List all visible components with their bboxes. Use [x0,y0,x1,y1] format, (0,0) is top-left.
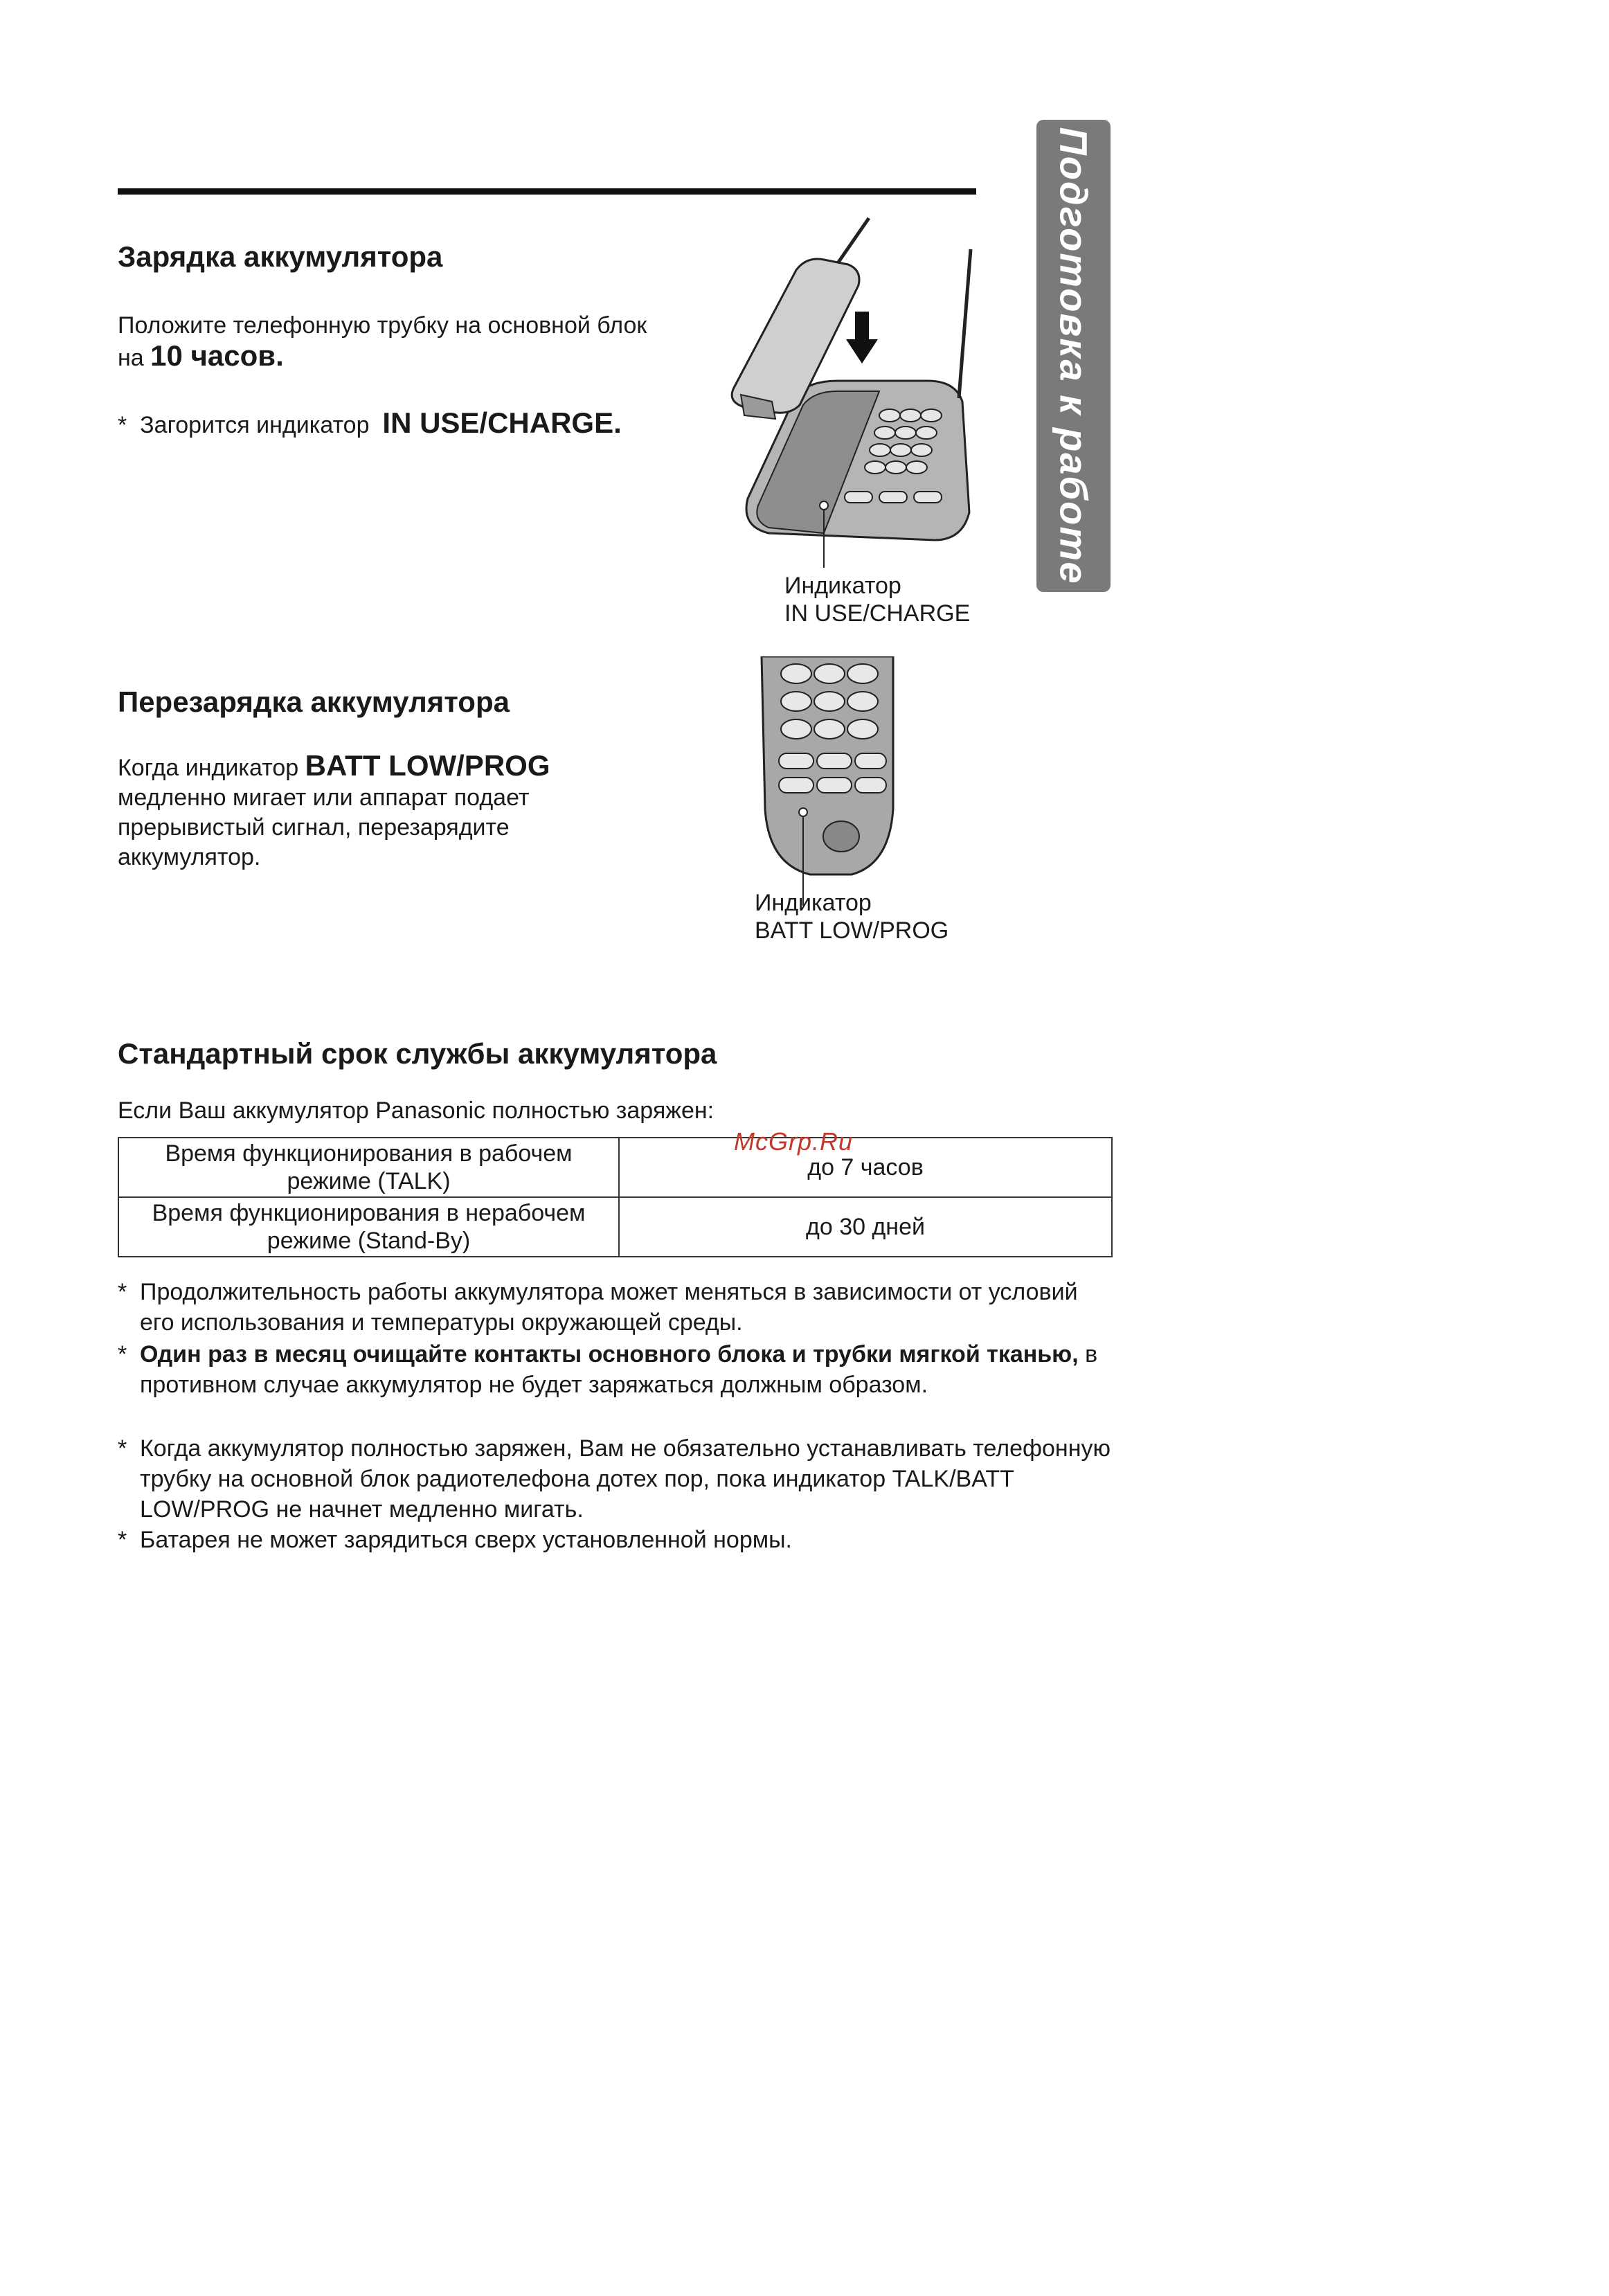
handset-illustration [748,656,914,906]
table-row [118,1138,1112,1197]
charging-hours: 10 часов. [150,339,284,372]
top-rule [118,188,976,195]
charging-note [118,408,622,440]
recharging-text [118,751,741,872]
note-star: * [118,1341,127,1367]
note-item [118,1433,1115,1525]
recharging-illustration-caption [755,889,949,944]
recharging-heading: Перезарядка аккумулятора [118,685,510,718]
recharging-line2: медленно мигает или аппарат подает [118,784,530,811]
table-cell-value: до 7 часов [619,1138,1112,1197]
standby-label-line1: Время функционирования в нерабочем [152,1200,586,1226]
table-cell-value: до 30 дней [619,1197,1112,1257]
charging-text [118,311,741,373]
charging-caption-line2: IN USE/CHARGE [784,600,971,627]
note-bold-text: Один раз в месяц очищайте контакты основного блока и трубки мягкой тканью, [140,1341,1079,1367]
note-text: Продолжительность работы аккумулятора может меняться в зависимости от условий его использования и температуры окружающей среды. [140,1279,1078,1336]
recharging-line1-prefix: Когда индикатор [118,755,299,781]
recharging-caption-line2: BATT LOW/PROG [755,917,949,944]
charging-line1: Положите телефонную трубку на основной блок [118,312,647,339]
side-tab-label: Подготовка к работе [1052,127,1095,585]
table-cell-label [118,1197,619,1257]
talk-label-line1: Время функционирования в рабочем [165,1140,573,1167]
charging-illustration-caption [784,572,970,627]
note-item [118,1525,1115,1555]
base-unit-illustration [720,208,1025,568]
recharging-line1 [118,751,741,783]
charging-heading: Зарядка аккумулятора [118,240,443,273]
lifetime-heading: Стандартный срок службы аккумулятора [118,1037,717,1070]
charging-line2 [118,341,741,373]
talk-label-line2: режиме (TALK) [287,1168,451,1194]
watermark: McGrp.Ru [734,1127,854,1156]
standby-label-line2: режиме (Stand-By) [267,1228,471,1254]
battery-life-table [118,1137,1113,1257]
note-star: * [118,1279,127,1305]
charging-note-star: * [118,412,127,438]
note-item [118,1339,1115,1400]
note-regular-text: в противном случае аккумулятор не будет заряжаться должным образом. [140,1341,1098,1398]
note-text: Батарея не может зарядиться сверх установленной нормы. [140,1527,792,1553]
lifetime-intro: Если Ваш аккумулятор Panasonic полностью заряжен: [118,1097,714,1124]
note-star: * [118,1527,127,1553]
note-item [118,1277,1115,1338]
note-star: * [118,1435,127,1462]
charging-note-indicator: IN USE/CHARGE. [382,406,622,439]
table-cell-label [118,1138,619,1197]
recharging-indicator: BATT LOW/PROG [305,749,550,782]
charging-caption-line1: Индикатор [784,573,901,599]
charging-note-text: Загорится индикатор [140,412,370,438]
recharging-caption-line1: Индикатор [755,890,872,916]
charging-line2-prefix: на [118,345,144,371]
note-text: Когда аккумулятор полностью заряжен, Вам не обязательно устанавливать телефонную трубку на основной блок радиотелефона дотех пор, пока индикатор TALK/BATT LOW/PROG не начнет медленно мигать. [140,1435,1111,1523]
note-text [118,1339,1115,1400]
section-side-tab [1036,120,1111,592]
table-row [118,1197,1112,1257]
recharging-line3: прерывистый сигнал, перезарядите [118,814,510,841]
recharging-line4: аккумулятор. [118,844,261,870]
